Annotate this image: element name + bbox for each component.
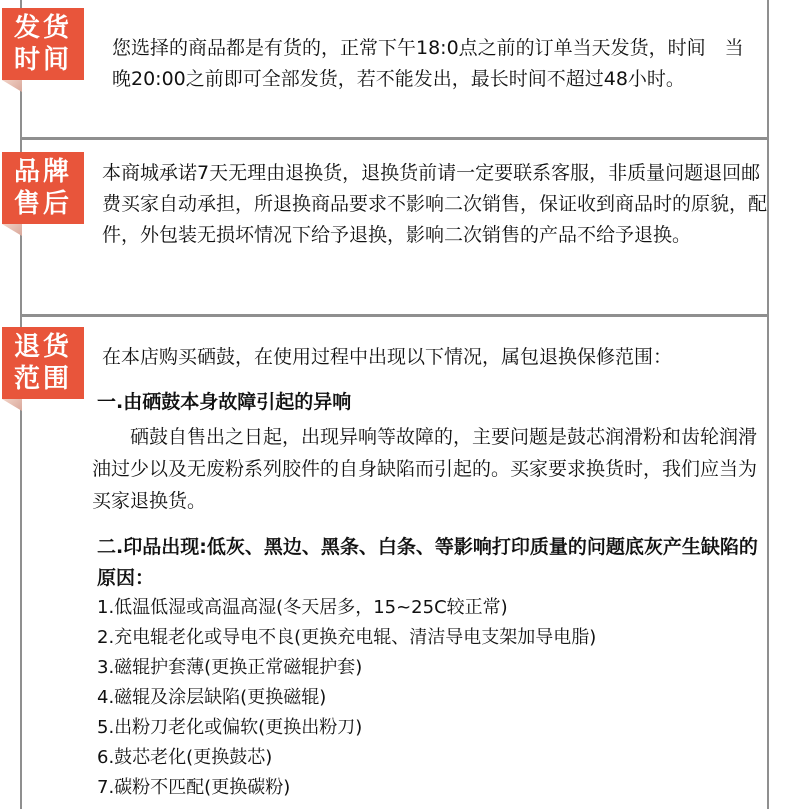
shipping-time-section [13, 0, 769, 140]
shipping-time-badge [2, 8, 84, 80]
after-sales-section [13, 140, 769, 317]
badge-line: 退货 [13, 332, 72, 362]
badge-line: 售后 [13, 189, 72, 219]
list-item: 1.低温低湿或高温高湿(冬天居多，15~25C较正常) [97, 597, 508, 618]
list-item: 3.磁辊护套薄(更换正常磁辊护套) [97, 657, 363, 678]
return-scope-intro: 在本店购买硒鼓，在使用过程中出现以下情况，属包退换保修范围： [102, 346, 673, 368]
after-sales-badge [2, 152, 84, 224]
defect-cause-list [97, 593, 596, 803]
after-sales-text: 本商城承诺7天无理由退换货，退换货前请一定要联系客服，非质量问题退回邮费买家自动承担，所退换商品要求不影响二次销售，保证收到商品时的原貌，配件，外包装无损坏情况下给予退换，影响二次销售的产品不给予退换。 [102, 162, 768, 246]
list-item: 6.鼓芯老化(更换鼓芯) [97, 747, 273, 768]
badge-fold [2, 399, 22, 411]
list-item: 7.碳粉不匹配(更换碳粉) [97, 777, 291, 798]
noise-fault-text: 硒鼓自售出之日起，出现异响等故障的，主要问题是鼓芯润滑粉和齿轮润滑油过少以及无废粉系列胶件的自身缺陷而引起的。买家要求换货时，我们应当为买家退换货。 [92, 426, 758, 512]
badge-line: 时间 [13, 45, 72, 75]
badge-line: 发货 [13, 13, 72, 43]
return-scope-section [13, 317, 769, 809]
heading-noise-fault: 一.由硒鼓本身故障引起的异响 [97, 391, 352, 413]
badge-fold [2, 80, 22, 92]
badge-line: 品牌 [13, 157, 72, 187]
heading-print-defects: 二.印品出现:低灰、黑边、黑条、白条、等影响打印质量的问题底灰产生缺陷的原因： [97, 536, 758, 589]
list-item: 4.磁辊及涂层缺陷(更换磁辊) [97, 687, 327, 708]
list-item: 2.充电辊老化或导电不良(更换充电辊、清洁导电支架加导电脂) [97, 627, 597, 648]
badge-fold [2, 224, 22, 236]
shipping-time-text: 您选择的商品都是有货的，正常下午18:0点之前的订单当天发货，时间 当晚20:00之前即可全部发货，若不能发出，最长时间不超过48小时。 [112, 37, 744, 90]
return-scope-badge [2, 327, 84, 399]
badge-line: 范围 [13, 364, 72, 394]
list-item: 5.出粉刀老化或偏软(更换出粉刀) [97, 717, 363, 738]
